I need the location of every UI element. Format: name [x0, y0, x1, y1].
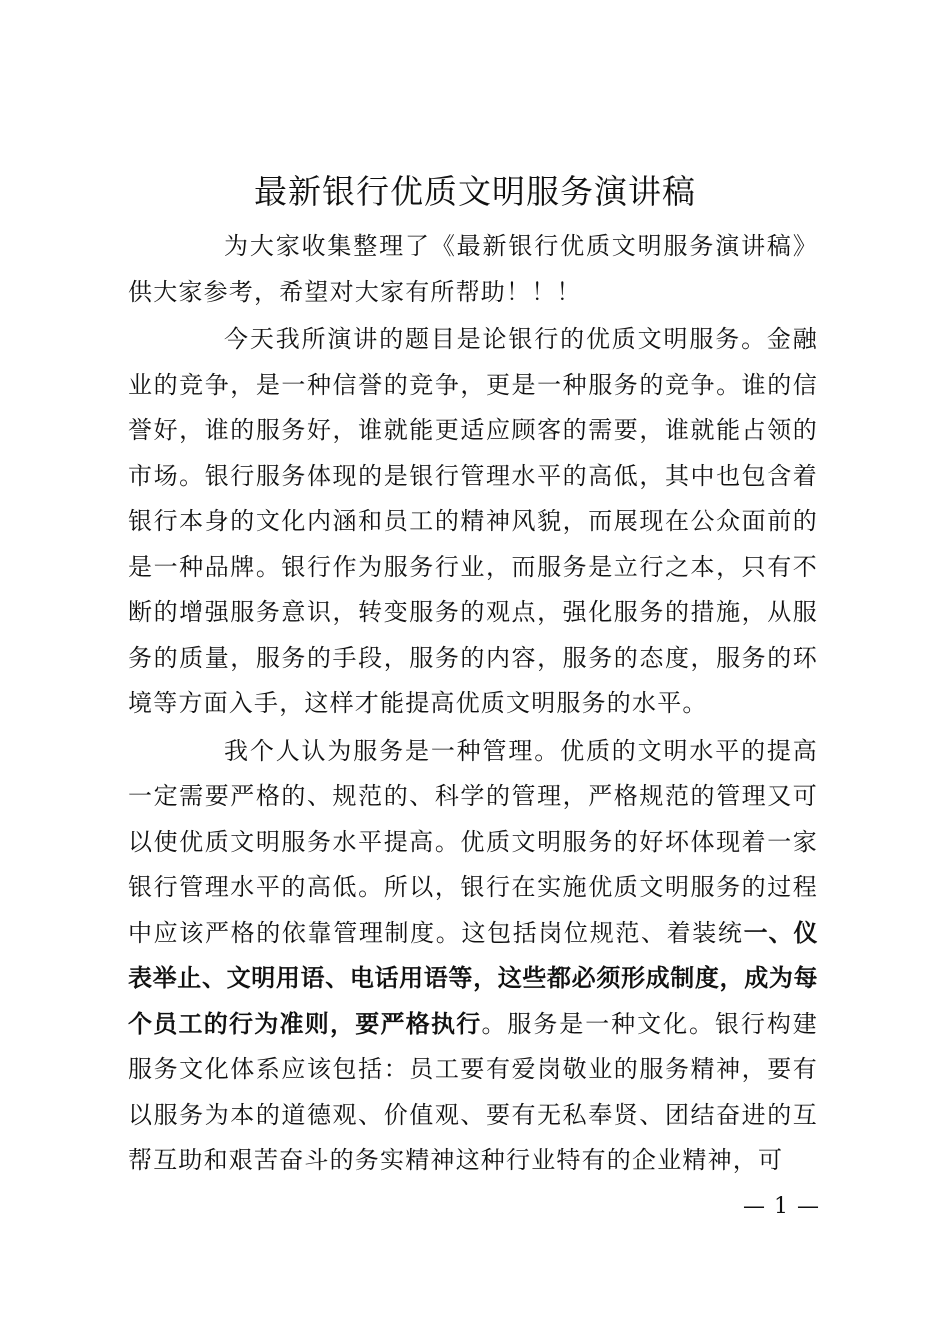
- bold-text: 一、仪表举止、文明用语、电话用语等，这些都必须形成制度，成为每个员工的行为准则，要严格执行: [128, 918, 818, 1038]
- page-number: — 1 —: [743, 1194, 820, 1219]
- body-paragraph: 今天我所演讲的题目是论银行的优质文明服务。金融业的竞争，是一种信誉的竞争，更是一种服务的竞争。谁的信誉好，谁的服务好，谁就能更适应顾客的需要，谁就能占领的市场。银行服务体现的是银行管理水平的高低，其中也包含着银行本身的文化内涵和员工的精神风貌，而展现在公众面前的是一种品牌。银行作为服务行业，而服务是立行之本，只有不断的增强服务意识，转变服务的观点，强化服务的措施，从服务的质量，服务的手段，服务的内容，服务的态度，服务的环境等方面入手，这样才能提高优质文明服务的水平。: [128, 325, 818, 717]
- paragraph-text: 。服务是一种文化。银行构建服务文化体系应该包括：员工要有爱岗敬业的服务精神，要有以服务为本的道德观、价值观、要有无私奉贤、团结奋进的互帮互助和艰苦奋斗的务实精神这种行业特有的企业精神，可: [128, 1009, 819, 1174]
- document-title: 最新银行优质文明服务演讲稿: [254, 172, 696, 211]
- document-body: [128, 224, 818, 1186]
- paragraph-text: 我个人认为服务是一种管理。优质的文明水平的提高一定需要严格的、规范的、科学的管理，严格规范的管理又可以使优质文明服务水平提高。优质文明服务的好坏体现着一家银行管理水平的高低。所以，银行在实施优质文明服务的过程中应该严格的依靠管理制度。这包括岗位规范、着装统: [128, 736, 818, 947]
- intro-paragraph: 为大家收集整理了《最新银行优质文明服务演讲稿》供大家参考，希望对大家有所帮助！！！: [128, 232, 818, 306]
- body-paragraph: [128, 729, 818, 1184]
